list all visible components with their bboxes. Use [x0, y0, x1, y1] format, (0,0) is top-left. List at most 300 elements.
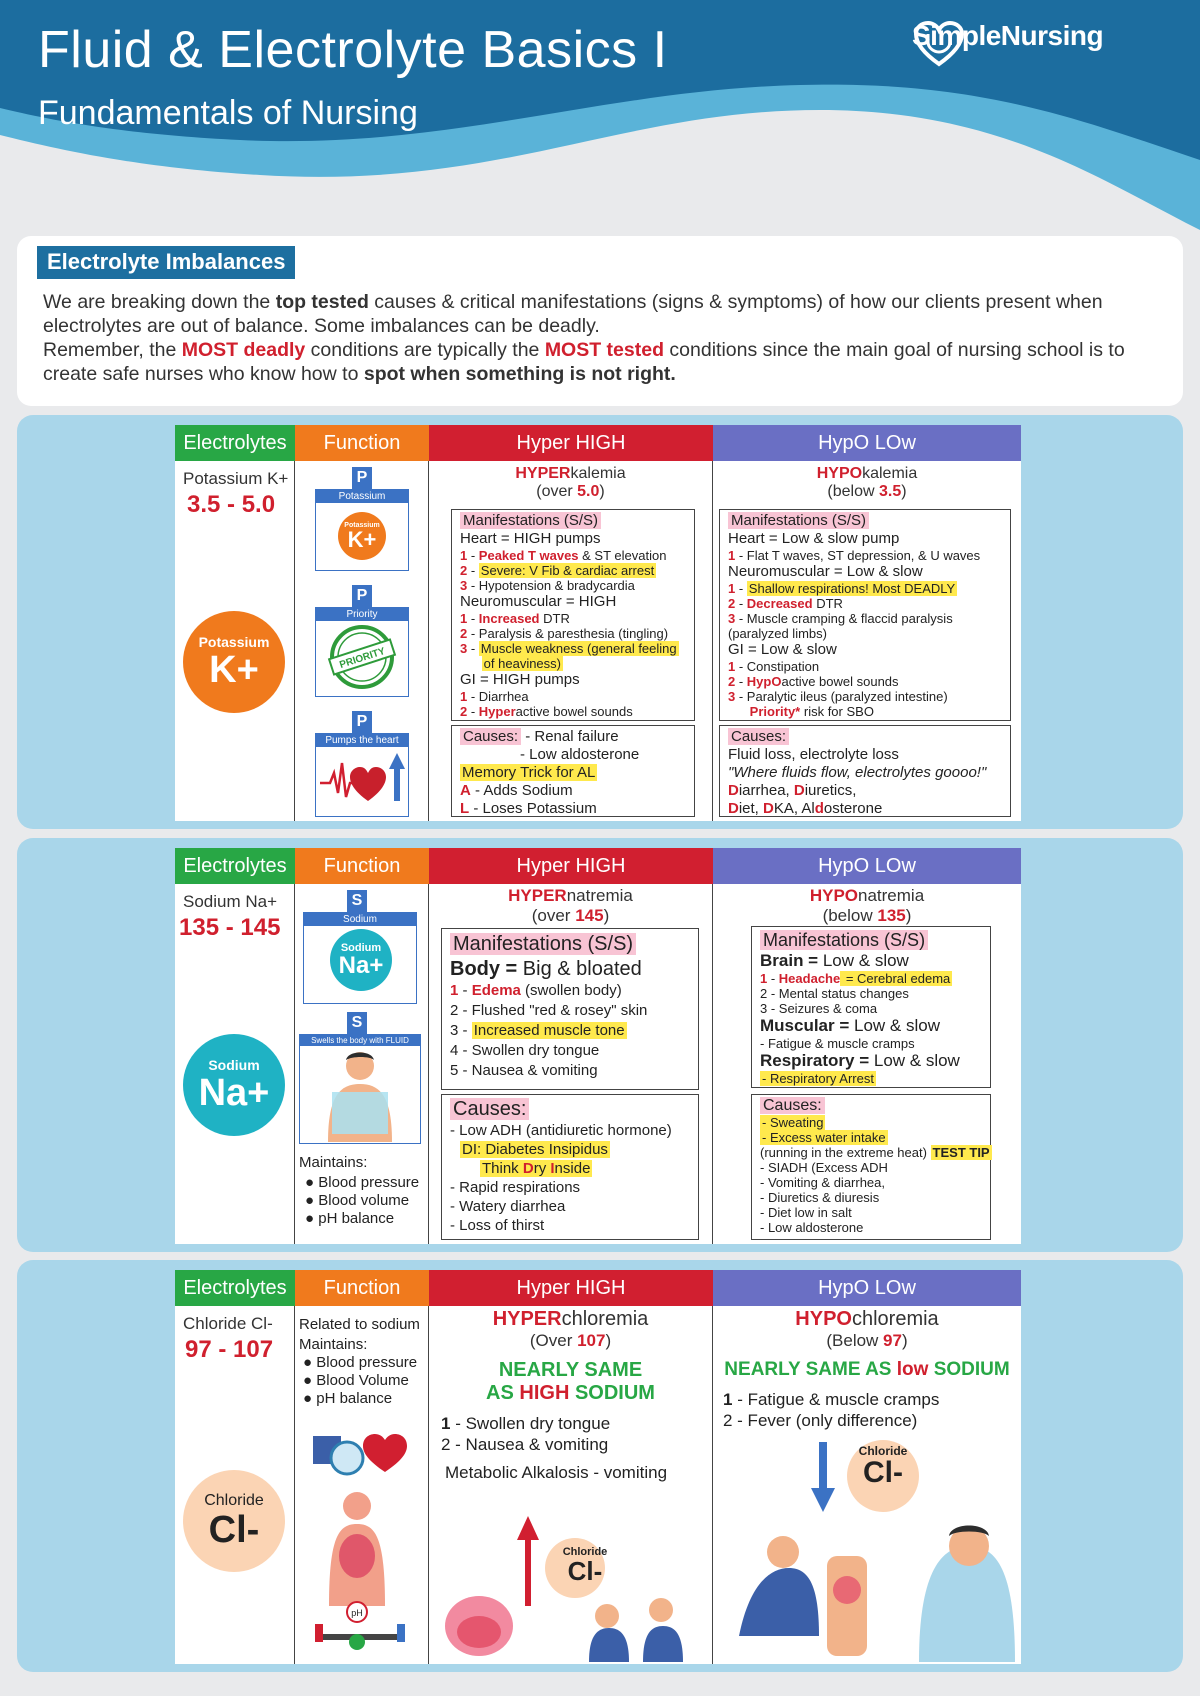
text: -: [467, 563, 479, 578]
manifestations-label: Manifestations (S/S): [728, 512, 869, 529]
text: Heart = Low & slow pump: [728, 530, 900, 547]
brand-name: SimpleNursing: [912, 20, 1104, 51]
text: - Muscle cramping & flaccid paralysis: [735, 611, 953, 626]
text: SODIUM: [928, 1359, 1010, 1380]
electrolyte-cell: [175, 884, 295, 1244]
circle-symbol: K+: [209, 649, 259, 691]
text: NEARLY SAME AS: [724, 1359, 897, 1380]
manifestations-box: [719, 509, 1011, 721]
section-heading: Respiratory =: [760, 1051, 874, 1070]
intro-emphasis: MOST tested: [544, 339, 664, 361]
mnemonic-letter: L: [460, 800, 470, 817]
hyper-cell: [429, 884, 713, 1244]
chloride-circle: [183, 1470, 285, 1572]
text: -: [735, 596, 747, 611]
manifestation-item: [460, 626, 686, 641]
col-function: Function: [295, 425, 429, 461]
section-heading: [728, 530, 1002, 548]
threshold-value: 97: [883, 1331, 902, 1350]
cause-item: - Low aldosterone: [520, 746, 640, 763]
highlight: - Excess water intake: [762, 1130, 886, 1145]
causes-label: Causes:: [728, 728, 789, 745]
hyper-list: [441, 1413, 712, 1455]
low-word: low: [896, 1359, 929, 1380]
hypo-title: [713, 465, 1021, 483]
item-number: 3: [728, 611, 736, 626]
sodium-table: [175, 848, 1021, 1244]
hyper-title: [429, 886, 712, 906]
col-hypo: HypO LOw: [713, 425, 1021, 461]
hypo-title: [713, 1308, 1021, 1331]
section-heading: Muscular =: [760, 1016, 855, 1035]
manifestation-item: [728, 596, 1002, 611]
text: (Below: [826, 1331, 884, 1350]
high-word: HIGH: [519, 1382, 570, 1404]
electrolyte-cell: [175, 1306, 295, 1664]
hypo-cell: [713, 884, 1021, 1244]
circle-symbol: Na+: [338, 952, 384, 979]
hypo-threshold: [713, 1331, 1021, 1351]
cause-item: Fluid loss, electrolyte loss: [728, 746, 899, 763]
text: Neuromuscular = Low & slow: [728, 563, 923, 580]
text: AS: [486, 1382, 520, 1404]
text: - Hypotension & bradycardia: [467, 578, 635, 593]
col-hypo: HypO LOw: [713, 1270, 1021, 1306]
hyper-cell: [429, 461, 713, 821]
highlight: Severe: V Fib & cardiac arrest: [480, 563, 655, 578]
col-hypo: HypO LOw: [713, 848, 1021, 884]
card-title: Priority: [316, 608, 408, 621]
manifestation-item: 2 - Mental status changes: [760, 986, 909, 1001]
metabolic-alkalosis: Metabolic Alkalosis - vomiting: [445, 1463, 668, 1482]
text: - Diarrhea: [467, 689, 529, 704]
cause-item: - Low aldosterone: [760, 1220, 864, 1235]
text: -: [735, 581, 747, 596]
prefix: HYPER: [508, 886, 567, 905]
cause-item: - Loss of thirst: [450, 1217, 545, 1234]
text: Low & slow: [873, 1051, 960, 1070]
table-body: [175, 461, 1021, 821]
item-number: 1: [441, 1414, 451, 1433]
text: [460, 656, 482, 671]
potassium-table: [175, 425, 1021, 821]
highlight: Muscle weakness (general feeling: [480, 641, 677, 656]
text: active bowel sounds: [515, 704, 633, 719]
circle-label: Sodium: [340, 942, 382, 954]
text: ): [603, 906, 610, 925]
nearly-same-text: [429, 1382, 712, 1405]
item-number: 1: [728, 581, 736, 596]
text: -: [767, 971, 779, 986]
suffix: kalemia: [862, 465, 918, 482]
prefix: HYPO: [816, 465, 863, 482]
electrolyte-cell: [175, 461, 295, 821]
badge-symbol: Cl-: [863, 1456, 903, 1489]
highlight: DI: Diabetes Insipidus: [462, 1141, 608, 1158]
item-number: 2: [728, 674, 736, 689]
nearly-same-text: NEARLY SAME: [498, 1359, 643, 1381]
manifestation-item: [460, 548, 686, 563]
mnemonic-letter: D: [763, 800, 774, 817]
badge-label: Chloride: [562, 1546, 608, 1558]
pumps-card: [315, 733, 409, 817]
hyper-title: [429, 465, 712, 483]
text: risk for SBO: [800, 704, 874, 719]
text: iarrhea,: [738, 782, 794, 799]
maintains-list: ● Blood pressure ● Blood Volume ● pH balance: [303, 1354, 418, 1407]
manifestation-item: [728, 659, 1002, 674]
text: (over: [531, 906, 576, 925]
manifestation-item: [460, 563, 686, 578]
col-hyper: Hyper HIGH: [429, 848, 713, 884]
cause-item: - Renal failure: [525, 728, 619, 745]
s-badge: S: [347, 890, 367, 912]
key-term: Headache: [778, 971, 841, 986]
body-bp-illustration: [305, 1426, 419, 1662]
text: [728, 704, 750, 719]
maintains-item: Blood Volume: [316, 1372, 409, 1389]
p-badge: P: [352, 585, 372, 607]
manifestation-item: [728, 626, 1002, 641]
key-term: Increased: [478, 611, 540, 626]
manifestations-label: Manifestations (S/S): [460, 512, 601, 529]
mnemonic-letter: D: [522, 1160, 534, 1177]
manifestation-item: 5 - Nausea & vomiting: [450, 1062, 598, 1079]
manifestation-item: [728, 704, 1002, 719]
body-heading: Body =: [450, 958, 523, 980]
text: iet,: [738, 800, 764, 817]
sodium-mini-circle: [330, 929, 392, 991]
intro-emphasis: top tested: [275, 291, 369, 313]
circle-symbol: Na+: [198, 1072, 270, 1114]
item-number: 3: [728, 689, 736, 704]
causes-box: [751, 1094, 991, 1240]
sodium-card: [303, 912, 417, 1004]
brand: [912, 20, 1103, 52]
page-title: Fluid & Electrolyte Basics I: [38, 21, 668, 79]
section-heading: [728, 563, 1002, 581]
potassium-circle: [183, 611, 285, 713]
circle-symbol: K+: [347, 526, 377, 552]
normal-range: 135 - 145: [179, 914, 281, 941]
badge-label: Chloride: [858, 1444, 908, 1458]
hypo-cell: [713, 461, 1021, 821]
text: ry: [533, 1160, 551, 1177]
text: (Over: [529, 1331, 578, 1350]
item-number: 3: [460, 641, 468, 656]
item-number: 2: [460, 704, 468, 719]
text: DTR: [812, 596, 843, 611]
section-heading: [728, 641, 1002, 659]
intro-text-part: Remember, the: [43, 339, 182, 361]
text: nside: [554, 1160, 591, 1177]
threshold-value: 145: [575, 906, 604, 925]
mnemonic-text: - Adds Sodium: [470, 782, 573, 799]
threshold-value: 135: [877, 906, 906, 925]
section-heading: [460, 530, 686, 548]
text: ): [901, 1331, 908, 1350]
manifestation-item: 2 - Fever (only difference): [723, 1411, 918, 1430]
mnemonic-text: - Loses Potassium: [469, 800, 597, 817]
text: - Paralysis & paresthesia (tingling): [467, 626, 669, 641]
section-heading: [460, 671, 686, 689]
key-term: Peaked T waves: [478, 548, 579, 563]
table-body: [175, 1306, 1021, 1664]
maintains-label: Maintains:: [299, 1154, 368, 1171]
text: - Constipation: [735, 659, 820, 674]
manifestation-item: [460, 689, 686, 704]
text: - Flat T waves, ST depression, & U waves: [735, 548, 981, 563]
text: Neuromuscular = HIGH: [460, 593, 617, 610]
threshold-value: 3.5: [879, 483, 902, 500]
priority-stamp-icon: [316, 621, 408, 693]
text: & ST elevation: [578, 548, 667, 563]
section-heading: Brain =: [760, 951, 823, 970]
nearly-same-text: [713, 1359, 1021, 1381]
col-function: Function: [295, 1270, 429, 1306]
intro-text-part: conditions are typically the: [305, 339, 545, 361]
chloride-panel: [17, 1260, 1183, 1672]
manifestation-item: [460, 641, 686, 656]
text: SODIUM: [569, 1382, 655, 1404]
item-number: 2: [460, 563, 468, 578]
key-term: Hyper: [478, 704, 516, 719]
circle-label: Sodium: [208, 1057, 260, 1073]
hyper-threshold: [429, 906, 712, 926]
highlight: - Respiratory Arrest: [762, 1071, 874, 1086]
highlight: Shallow respirations! Most DEADLY: [748, 581, 956, 596]
hypo-list: [723, 1389, 1021, 1431]
maintains-item: Blood pressure: [318, 1174, 420, 1191]
col-electrolytes: Electrolytes: [175, 1270, 295, 1306]
table-header: [175, 1270, 1021, 1306]
card-title: Sodium: [304, 913, 416, 926]
item-number: 1: [723, 1390, 733, 1409]
text: (swollen body): [520, 982, 622, 999]
sodium-panel: [17, 838, 1183, 1252]
intro-emphasis: MOST deadly: [181, 339, 306, 361]
body-heading-value: Big & bloated: [522, 958, 642, 980]
highlight: = Cerebral edema: [842, 971, 951, 986]
manifestation-item: 2 - Flushed "red & rosey" skin: [450, 1002, 648, 1019]
normal-range: 3.5 - 5.0: [187, 491, 276, 518]
text: KA, Al: [773, 800, 815, 817]
key-term: HypO: [746, 674, 782, 689]
sodium-circle: [183, 1034, 285, 1136]
highlight: Increased muscle tone: [473, 1022, 625, 1039]
text: - Paralytic ileus (paralyzed intestine): [735, 689, 948, 704]
mnemonic-letter: I: [550, 1160, 555, 1177]
intro-text: [43, 290, 1163, 386]
electrolyte-name: Chloride Cl-: [183, 1314, 273, 1333]
text: (paralyzed limbs): [728, 626, 827, 641]
priority-stamp-text: PRIORITY: [338, 645, 387, 671]
text: -: [467, 641, 479, 656]
suffix: chloremia: [561, 1308, 649, 1330]
item-number: 1: [450, 982, 459, 999]
text: osterone: [823, 800, 883, 817]
table-header: [175, 425, 1021, 461]
highlight: of heaviness): [483, 656, 561, 671]
chloride-badge: [853, 1444, 913, 1488]
badge-symbol: Cl-: [567, 1556, 603, 1586]
intro-tag: Electrolyte Imbalances: [37, 246, 295, 279]
intro-text-part: conditions since the main goal of nursing school is to create safe nurses who know how to: [43, 339, 1125, 385]
intro-text-part: We are breaking down the: [43, 291, 276, 313]
text: active bowel sounds: [781, 674, 899, 689]
item-number: 3: [460, 578, 468, 593]
function-cell: [295, 461, 429, 821]
hyper-cell: [429, 1306, 713, 1664]
manifestation-item: [728, 581, 1002, 596]
item-number: 1: [460, 611, 468, 626]
text: 3 -: [450, 1022, 472, 1039]
test-tip: TEST TIP: [932, 1145, 990, 1160]
text: (below: [822, 906, 878, 925]
manifestation-list: [728, 530, 1002, 719]
function-cell: [295, 884, 429, 1244]
table-header: [175, 848, 1021, 884]
text: -: [467, 704, 479, 719]
causes-box: [719, 725, 1011, 817]
maintains-label: Maintains:: [299, 1336, 368, 1353]
manifestations-label: Manifestations (S/S): [450, 933, 636, 955]
manifestation-item: [460, 611, 686, 626]
text: ): [605, 1331, 612, 1350]
threshold-value: 5.0: [577, 483, 600, 500]
mnemonic-letter: D: [728, 782, 739, 799]
prefix: HYPO: [809, 886, 859, 905]
hyper-title: [429, 1308, 712, 1331]
text: (over: [536, 483, 578, 500]
intro-card: [17, 236, 1183, 406]
hypo-cell: [713, 1306, 1021, 1664]
causes-label: Causes:: [450, 1098, 529, 1120]
item-number: 1: [460, 689, 468, 704]
manifestation-item: [460, 704, 686, 719]
cause-item: - Watery diarrhea: [450, 1198, 566, 1215]
intro-emphasis: spot when something is not right.: [363, 363, 676, 385]
hyper-threshold: [429, 1331, 712, 1351]
normal-range: 97 - 107: [185, 1336, 274, 1363]
prefix: HYPO: [795, 1308, 852, 1330]
chloride-table: [175, 1270, 1021, 1664]
electrolyte-name: Sodium Na+: [183, 892, 278, 911]
manifestation-item: [460, 656, 686, 671]
mnemonic-letter: d: [814, 800, 824, 817]
text: ): [901, 483, 907, 500]
key-term: Edema: [471, 982, 521, 999]
hypo-threshold: [713, 906, 1021, 926]
text: (below: [827, 483, 879, 500]
text: DTR: [539, 611, 570, 626]
hyper-threshold: [429, 483, 712, 501]
mnemonic-letter: D: [793, 782, 805, 799]
hypo-threshold: [713, 483, 1021, 501]
stethoscope-heart-icon: [912, 20, 966, 68]
s-badge: S: [347, 1012, 367, 1034]
potassium-mini-circle: [338, 512, 386, 560]
cause-item: - Low ADH (antidiuretic hormone): [450, 1122, 672, 1139]
text: GI = Low & slow: [728, 641, 837, 658]
cause-item: - SIADH (Excess ADH: [760, 1160, 888, 1175]
key-term: Priority*: [749, 704, 801, 719]
page-subtitle: Fundamentals of Nursing: [38, 94, 418, 132]
suffix: natremia: [858, 886, 925, 905]
cause-item: - Rapid respirations: [450, 1179, 581, 1196]
p-badge: P: [352, 467, 372, 489]
related-text: Related to sodium: [299, 1316, 420, 1333]
swollen-person-icon: [300, 1046, 420, 1142]
cause-item: - Diet low in salt: [760, 1205, 852, 1220]
text: -: [467, 611, 479, 626]
manifestation-item: [728, 548, 1002, 563]
item-number: 1: [728, 659, 736, 674]
highlight: - Sweating: [762, 1115, 824, 1130]
section-heading: [460, 593, 686, 611]
circle-symbol: Cl-: [208, 1509, 260, 1551]
manifestation-item: [728, 611, 1002, 626]
circle-label: Potassium: [344, 521, 380, 529]
circle-label: Chloride: [204, 1492, 264, 1509]
manifestation-item: 2 - Nausea & vomiting: [441, 1435, 609, 1454]
electrolyte-name: Potassium K+: [183, 469, 289, 488]
priority-card: [315, 607, 409, 697]
suffix: kalemia: [570, 465, 626, 482]
text: -: [458, 982, 472, 999]
header: [0, 0, 1200, 240]
item-number: 1: [728, 548, 736, 563]
text: Think: [482, 1160, 523, 1177]
card-title: Swells the body with FLUID: [300, 1035, 420, 1046]
manifestation-item: [728, 689, 1002, 704]
manifestations-box: [451, 509, 695, 721]
table-body: [175, 884, 1021, 1244]
prefix: HYPER: [515, 465, 571, 482]
text: GI = HIGH pumps: [460, 671, 580, 688]
manifestations-label: Manifestations (S/S): [760, 930, 928, 950]
swells-card: [299, 1034, 421, 1144]
suffix: natremia: [566, 886, 633, 905]
manifestation-item: [460, 578, 686, 593]
manifestation-item: [728, 674, 1002, 689]
hypo-title: [713, 886, 1021, 906]
potassium-panel: [17, 415, 1183, 829]
function-cell: [295, 1306, 429, 1664]
key-term: Decreased: [746, 596, 813, 611]
causes-label: Causes:: [760, 1097, 825, 1114]
col-electrolytes: Electrolytes: [175, 425, 295, 461]
text: (running in the extreme heat): [760, 1145, 931, 1160]
manifestations-box: [441, 928, 699, 1090]
col-electrolytes: Electrolytes: [175, 848, 295, 884]
cause-quote: "Where fluids flow, electrolytes goooo!": [728, 764, 987, 781]
ph-label: pH: [351, 1608, 363, 1618]
maintains-item: Blood pressure: [316, 1354, 418, 1371]
potassium-card: [315, 489, 409, 571]
text: - Swollen dry tongue: [450, 1414, 611, 1433]
causes-label: Causes:: [460, 728, 521, 745]
circle-label: Potassium: [198, 634, 270, 650]
text: ): [905, 906, 912, 925]
memory-trick: Memory Trick for AL: [462, 764, 596, 781]
text: -: [467, 548, 479, 563]
text: Heart = HIGH pumps: [460, 530, 601, 547]
col-function: Function: [295, 848, 429, 884]
causes-box: [441, 1094, 699, 1240]
p-badge: P: [352, 711, 372, 733]
text: Low & slow: [822, 951, 909, 970]
